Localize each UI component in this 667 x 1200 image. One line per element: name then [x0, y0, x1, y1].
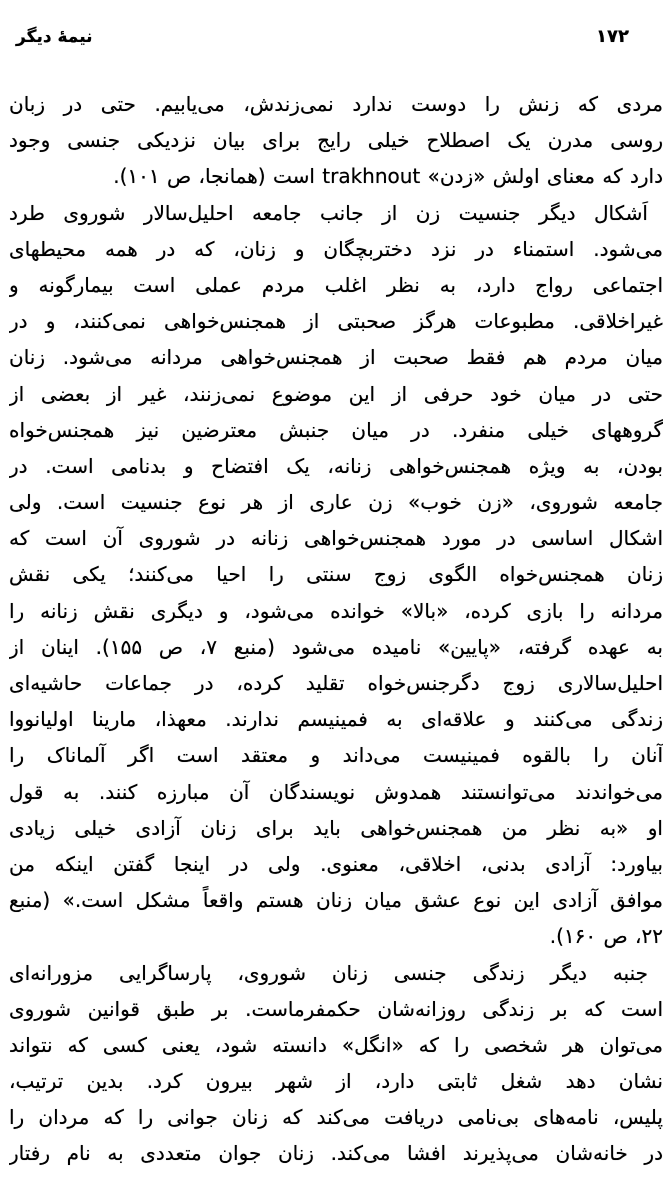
- text-line: جنبه دیگر زندگی جنسی زنان شوروی، پارساگرایی مزورانه‌ای: [9, 960, 648, 985]
- text-line: غیراخلاقی. مطبوعات هرگز صحبتی از همجنس‌خواهی نمی‌کنند، و در: [9, 309, 663, 334]
- text-line: مردی که زنش را دوست ندارد نمی‌زندش، می‌یابیم. حتی در زبان: [9, 92, 663, 116]
- header-title: نیمهٔ دیگر: [16, 27, 93, 47]
- text-line: در خانه‌شان می‌پذیرند افشا می‌کند. زنان جوان متعددی به نام رفتار: [9, 1141, 663, 1166]
- page-number: ۱۷۲: [596, 26, 629, 47]
- text-line: روسی مدرن یک اصطلاح خیلی رایج برای بیان نزدیکی جنسی وجود: [9, 128, 663, 153]
- text-line: می‌خواندند می‌توانستند همدوش نویسندگان آن مبارزه کنند. به قول: [9, 779, 663, 804]
- text-line: او «به نظر من همجنس‌خواهی باید برای زنان آزادی خیلی زیادی: [9, 815, 663, 840]
- paragraph: [9, 195, 663, 955]
- text-line: حتی در میان خود حرفی از این موضوع نمی‌زنند، غیر از بعضی از: [9, 381, 663, 406]
- paragraph: [9, 86, 663, 195]
- text-line: می‌شود. استمناء در نزد دختربچگان و زنان، که در همه محیطهای: [9, 236, 663, 261]
- text-line: میان مردم هم فقط صحبت از همجنس‌خواهی مردانه می‌شود. زنان: [9, 345, 663, 370]
- text-line: جامعه شوروی، «زن خوب» زن عاری از هر نوع جنسیت است. ولی: [9, 490, 663, 515]
- body-text: [9, 86, 663, 1172]
- text-line: اجتماعی رواج دارد، به نظر اغلب مردم عملی است بیمارگونه و: [9, 272, 663, 297]
- text-line: می‌توان هر شخصی را که «انگل» دانسته شود، یعنی کسی که نتواند: [9, 1032, 663, 1057]
- text-line: اَشکال دیگر جنسیت زن از جانب جامعه احلیل‌سالار شوروی طرد: [9, 200, 648, 225]
- text-line: موافق آزادی این نوع عشق میان زنان هستم واقعاً مشکل است.» (منبع: [9, 888, 663, 913]
- text-line: بیاورد: آزادی بدنی، اخلاقی، معنوی. ولی در اینجا گفتن اینکه من: [9, 851, 663, 876]
- paragraph: [9, 955, 663, 1172]
- text-line: احلیل‌سالاری زوج دگرجنس‌خواه تقلید کرده، در جماعات حاشیه‌ای: [9, 671, 663, 695]
- text-line: گروههای خیلی منفرد. در میان جنبش معترضین نیز همجنس‌خواه: [9, 417, 663, 442]
- text-line: اشکال اساسی در مورد همجنس‌خواهی زنانه در شوروی آن است که: [9, 526, 663, 551]
- text-line: پلیس، نامه‌های بی‌نامی دریافت می‌کند که زنان جوانی را که مردان را: [9, 1105, 663, 1130]
- text-line: زنان همجنس‌خواه الگوی زوج سنتی را احیا می‌کنند؛ یکی نقش: [9, 562, 663, 587]
- running-header: [0, 26, 667, 47]
- text-line: آنان را بالقوه فمینیست می‌داند و معتقد است اگر آلماناک را: [9, 743, 663, 768]
- text-line: زندگی می‌کنند و علاقه‌ای به فمینیسم ندارند. معهذا، مارینا اولیانووا: [9, 707, 663, 732]
- text-line: ۲۲، ص ۱۶۰).: [549, 924, 663, 949]
- text-line: دارد که معنای اولش «زدن» trakhnout است (همانجا، ص ۱۰۱).: [113, 164, 663, 189]
- text-line: به عهده گرفته، «پایین» نامیده می‌شود (منبع ۷، ص ۱۵۵). اینان از: [9, 634, 663, 659]
- text-line: مردانه را بازی کرده، «بالا» خوانده می‌شود، و دیگری نقش زنانه را: [9, 598, 663, 623]
- text-line: نشان دهد شغل ثابتی دارد، از شهر بیرون کرد. بدین ترتیب،: [9, 1069, 663, 1094]
- text-line: بودن، به ویژه همجنس‌خواهی زنانه، یک افتضاح و بدنامی است. در: [9, 453, 663, 478]
- text-line: است که بر زندگی روزانه‌شان حکمفرماست. بر طبق قوانین شوروی: [9, 996, 663, 1021]
